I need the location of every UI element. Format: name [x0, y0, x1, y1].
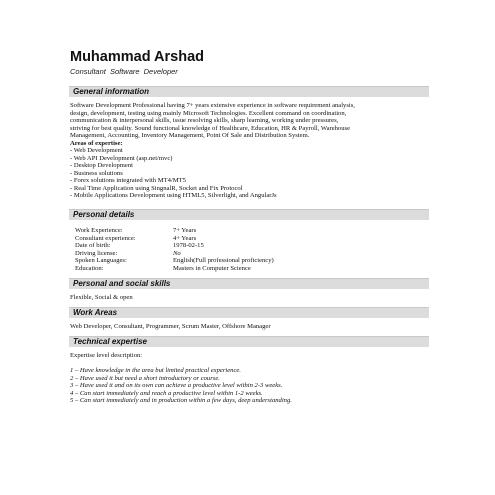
expertise-level: 3 – Have used it and on its own can achieve a productive level within 2-3 weeks.: [70, 382, 283, 389]
section-title-work-areas: Work Areas: [73, 308, 118, 317]
section-title-general: General information: [73, 87, 150, 96]
area-item: - Web API Development (asp.net/mvc): [70, 154, 173, 162]
summary-line: Management, Accounting, Inventory Management, Point Of Sale and Distribution System.: [70, 132, 310, 139]
detail-label: Education:: [75, 264, 104, 272]
section-header-technical: [69, 336, 429, 347]
area-item: - Real Time Application using SingnalR, Socket and Fix Protocol: [70, 184, 243, 192]
section-header-work-areas: [69, 307, 429, 318]
section-title-personal: Personal details: [73, 210, 135, 219]
detail-label: Work Experience:: [75, 227, 123, 234]
summary-line: Software Development Professional having 7+ years extensive experience in software requirement analysis,: [70, 102, 355, 109]
expertise-level: 5 – Can start immediately and in production within a few days, deep understanding.: [70, 397, 292, 404]
expertise-intro: Expertise level description:: [70, 352, 143, 359]
detail-value: 1978-02-15: [173, 242, 204, 249]
expertise-level: 4 – Can start immediately and reach a productive level within 1-2 weeks.: [70, 389, 263, 397]
detail-label: Driving license:: [75, 249, 118, 257]
expertise-level: 2 – Have used it but need a short introductory or course.: [70, 374, 220, 382]
area-item: - Mobile Applications Development using HTML5, Silverlight, and AngularJs: [70, 192, 277, 199]
area-item: - Desktop Development: [70, 162, 133, 169]
summary-line: striving for best quality. Sound functional knowledge of Healthcare, Education, HR & Payroll, Warehouse: [70, 124, 351, 132]
detail-label: Spoken Languages:: [75, 257, 127, 264]
detail-value: 4+ Years: [173, 234, 197, 242]
work-areas-text: Web Developer, Consultant, Programmer, Scrum Master, Offshore Manager: [70, 323, 271, 330]
summary-line: communication & interpersonal skills, issue resolving skills, sharp learning, working under pressures,: [70, 117, 339, 124]
expertise-level: 1 – Have knowledge in the area but limited practical experience.: [70, 367, 241, 374]
detail-value: English(Full professional proficiency): [173, 257, 274, 264]
detail-label: Date of birth:: [75, 242, 111, 249]
candidate-name: Muhammad Arshad: [70, 49, 205, 65]
area-item: - Business solutions: [70, 169, 123, 177]
summary-line: design, development, testing using mainly Microsoft Technologies. Excellent command on coordination,: [70, 109, 347, 117]
section-header-personal: [69, 209, 429, 220]
section-title-social: Personal and social skills: [73, 279, 171, 288]
candidate-title: Consultant Software Developer: [70, 67, 178, 76]
detail-label: Consultant experience:: [75, 234, 136, 242]
detail-value: Masters in Computer Science: [173, 264, 251, 272]
detail-value: 7+ Years: [173, 227, 197, 234]
area-item: - Forex solutions integrated with MT4/MT5: [70, 177, 186, 184]
social-skills-text: Flexible, Social & open: [70, 294, 133, 301]
section-header-social: [69, 278, 429, 289]
area-item: - Web Development: [70, 147, 123, 154]
section-header-general: [69, 86, 429, 97]
section-title-technical: Technical expertise: [73, 337, 147, 346]
detail-value: No: [173, 249, 181, 257]
areas-heading: Areas of expertise:: [70, 139, 123, 147]
